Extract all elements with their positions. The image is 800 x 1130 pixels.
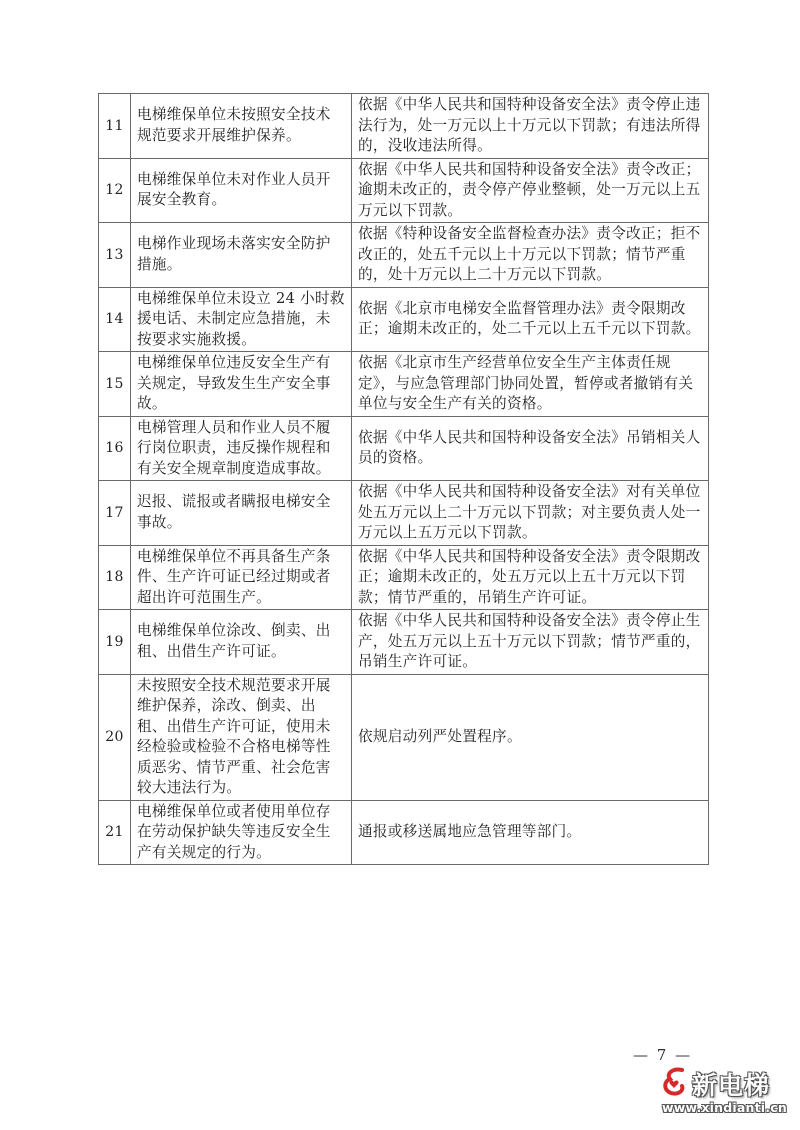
row-number: 20 <box>99 674 131 800</box>
table-row <box>99 545 709 610</box>
watermark-brand: 新电梯 <box>692 1071 771 1100</box>
row-number: 12 <box>99 158 131 223</box>
table-row <box>99 416 709 481</box>
row-number: 18 <box>99 545 131 610</box>
table-row <box>99 674 709 800</box>
table-row <box>99 223 709 288</box>
row-number: 14 <box>99 287 131 352</box>
action-cell: 依据《中华人民共和国特种设备安全法》责令停止违法行为，处一万元以上十万元以下罚款；有违法所得的，没收违法所得。 <box>352 94 709 159</box>
row-number: 17 <box>99 481 131 546</box>
row-number: 13 <box>99 223 131 288</box>
table-row <box>99 94 709 159</box>
action-cell: 依据《中华人民共和国特种设备安全法》责令停止生产，处五万元以上五十万元以下罚款；情节严重的，吊销生产许可证。 <box>352 610 709 675</box>
row-number: 11 <box>99 94 131 159</box>
action-cell: 依据《中华人民共和国特种设备安全法》吊销相关人员的资格。 <box>352 416 709 481</box>
table-row <box>99 352 709 417</box>
violation-cell: 电梯作业现场未落实安全防护措施。 <box>131 223 352 288</box>
table-row <box>99 158 709 223</box>
violation-cell: 电梯管理人员和作业人员不履行岗位职责，违反操作规程和有关安全规章制度造成事故。 <box>131 416 352 481</box>
xindianti-logo-icon <box>660 1066 690 1096</box>
watermark-logo <box>658 1064 798 1124</box>
action-cell: 依据《北京市电梯安全监督管理办法》责令限期改正；逾期未改正的，处二千元以上五千元以下罚款。 <box>352 287 709 352</box>
row-number: 15 <box>99 352 131 417</box>
action-cell: 依据《中华人民共和国特种设备安全法》责令限期改正；逾期未改正的，处五万元以上五十万元以下罚款；情节严重的，吊销生产许可证。 <box>352 545 709 610</box>
page-number: — 7 — <box>633 1046 693 1064</box>
table-row <box>99 481 709 546</box>
action-cell: 依据《中华人民共和国特种设备安全法》对有关单位处五万元以上二十万元以下罚款；对主要负责人处一万元以上五万元以下罚款。 <box>352 481 709 546</box>
table-row <box>99 800 709 865</box>
violation-cell: 迟报、谎报或者瞒报电梯安全事故。 <box>131 481 352 546</box>
row-number: 19 <box>99 610 131 675</box>
violation-cell: 电梯维保单位或者使用单位存在劳动保护缺失等违反安全生产有关规定的行为。 <box>131 800 352 865</box>
table-row <box>99 287 709 352</box>
violation-cell: 电梯维保单位未对作业人员开展安全教育。 <box>131 158 352 223</box>
action-cell: 依规启动列严处置程序。 <box>352 674 709 800</box>
row-number: 16 <box>99 416 131 481</box>
violation-cell: 电梯维保单位不再具备生产条件、生产许可证已经过期或者超出许可范围生产。 <box>131 545 352 610</box>
violation-cell: 电梯维保单位未设立 24 小时救援电话、未制定应急措施，未按要求实施救援。 <box>131 287 352 352</box>
watermark-url: www.xindianti.cn <box>662 1100 787 1115</box>
violation-cell: 电梯维保单位违反安全生产有关规定，导致发生生产安全事故。 <box>131 352 352 417</box>
violation-cell: 电梯维保单位涂改、倒卖、出租、出借生产许可证。 <box>131 610 352 675</box>
penalty-table <box>98 93 709 865</box>
violation-cell: 未按照安全技术规范要求开展维护保养，涂改、倒卖、出租、出借生产许可证，使用未经检验或检验不合格电梯等性质恶劣、情节严重、社会危害较大违法行为。 <box>131 674 352 800</box>
violation-cell: 电梯维保单位未按照安全技术规范要求开展维护保养。 <box>131 94 352 159</box>
action-cell: 依据《中华人民共和国特种设备安全法》责令改正；逾期未改正的，责令停产停业整顿，处一万元以上五万元以下罚款。 <box>352 158 709 223</box>
table-row <box>99 610 709 675</box>
row-number: 21 <box>99 800 131 865</box>
action-cell: 依据《北京市生产经营单位安全生产主体责任规定》，与应急管理部门协同处置，暂停或者撤销有关单位与安全生产有关的资格。 <box>352 352 709 417</box>
action-cell: 依据《特种设备安全监督检查办法》责令改正；拒不改正的，处五千元以上十万元以下罚款；情节严重的，处十万元以上二十万元以下罚款。 <box>352 223 709 288</box>
action-cell: 通报或移送属地应急管理等部门。 <box>352 800 709 865</box>
